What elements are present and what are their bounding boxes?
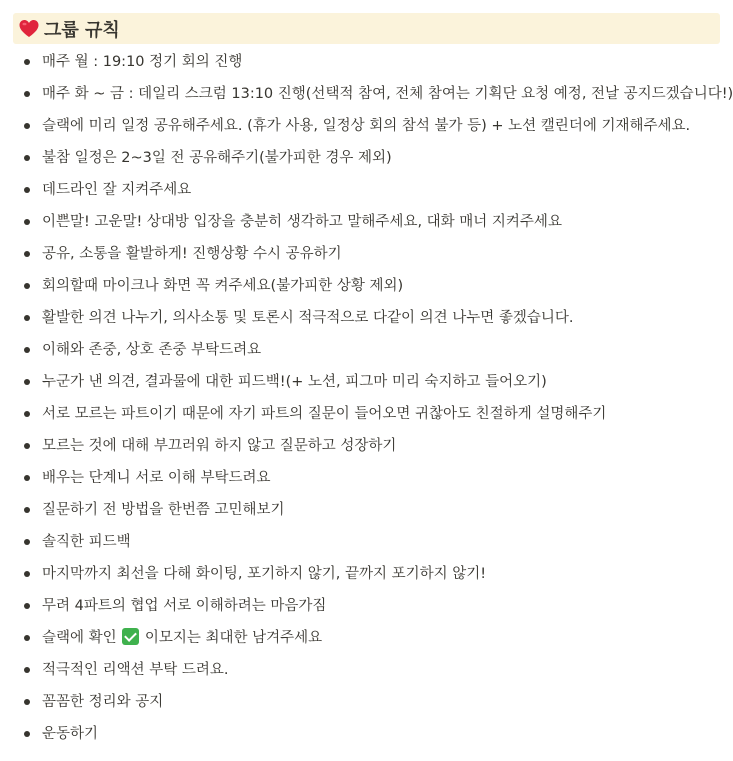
list-item [0, 174, 733, 206]
rule-text: 이해와 존중, 상호 존중 부탁드려요 [42, 342, 262, 358]
bullet [24, 123, 30, 129]
list-item [0, 558, 733, 590]
rule-text: 운동하기 [42, 726, 99, 742]
bullet [24, 379, 30, 385]
bullet [24, 443, 30, 449]
list-item [0, 686, 733, 718]
bullet [24, 155, 30, 161]
rule-text-before: 슬랙에 확인 [42, 630, 117, 646]
list-item [0, 366, 733, 398]
list-item [0, 430, 733, 462]
bullet [24, 411, 30, 417]
bullet [24, 731, 30, 737]
rule-text: 배우는 단계니 서로 이해 부탁드려요 [42, 470, 271, 486]
list-item [0, 398, 733, 430]
rule-text: 회의할때 마이크나 화면 꼭 켜주세요(불가피한 상황 제외) [42, 278, 404, 294]
bullet [24, 507, 30, 513]
rule-text: 공유, 소통을 활발하게! 진행상황 수시 공유하기 [42, 246, 342, 262]
rule-text: 마지막까지 최선을 다해 화이팅, 포기하지 않기, 끝까지 포기하지 않기! [42, 566, 487, 582]
page-title: 그룹 규칙 [44, 19, 120, 41]
bullet [24, 667, 30, 673]
rule-text: 활발한 의견 나누기, 의사소통 및 토론시 적극적으로 다같이 의견 나누면 좋겠습니다. [42, 310, 574, 326]
bullet [24, 91, 30, 97]
bullet [24, 59, 30, 65]
bullet [24, 475, 30, 481]
rule-text: 질문하기 전 방법을 한번쯤 고민해보기 [42, 502, 285, 518]
bullet [24, 347, 30, 353]
rule-text: 꼼꼼한 정리와 공지 [42, 694, 164, 710]
bullet [24, 315, 30, 321]
bullet [24, 699, 30, 705]
list-item [0, 334, 733, 366]
bullet [24, 603, 30, 609]
bullet [24, 187, 30, 193]
list-item [0, 110, 733, 142]
bullet [24, 539, 30, 545]
list-item [0, 494, 733, 526]
rule-text: 서로 모르는 파트이기 때문에 자기 파트의 질문이 들어오면 귀찮아도 친절하게 설명해주기 [42, 406, 607, 422]
list-item [0, 462, 733, 494]
list-item [0, 206, 733, 238]
list-item [0, 142, 733, 174]
check-mark-icon [122, 628, 139, 645]
list-item [0, 78, 733, 110]
heart-icon [19, 19, 39, 39]
list-item [0, 718, 733, 750]
rule-text: 적극적인 리액션 부탁 드려요. [42, 662, 229, 678]
list-item [0, 526, 733, 558]
rule-text: 이쁜말! 고운말! 상대방 입장을 충분히 생각하고 말해주세요, 대화 매너 지켜주세요 [42, 214, 562, 230]
list-item [0, 270, 733, 302]
bullet [24, 251, 30, 257]
rule-text-after: 이모지는 최대한 남겨주세요 [144, 630, 323, 646]
list-item [0, 302, 733, 334]
list-item [0, 622, 733, 654]
bullet [24, 219, 30, 225]
bullet [24, 635, 30, 641]
group-rules-callout [13, 13, 720, 44]
list-item [0, 46, 733, 78]
bullet [24, 283, 30, 289]
rule-text: 데드라인 잘 지켜주세요 [42, 182, 192, 198]
rule-text: 모르는 것에 대해 부끄러워 하지 않고 질문하고 성장하기 [42, 438, 397, 454]
rule-text: 매주 화 ~ 금 : 데일리 스크럼 13:10 진행(선택적 참여, 전체 참여는 기획단 요청 예정, 전날 공지드겠습니다!) [42, 86, 733, 102]
rule-text: 솔직한 피드백 [42, 534, 131, 550]
list-item [0, 238, 733, 270]
rule-text: 누군가 낸 의견, 결과물에 대한 피드백!(+ 노션, 피그마 미리 숙지하고 들어오기) [42, 374, 547, 390]
list-item [0, 590, 733, 622]
rule-text: 매주 월 : 19:10 정기 회의 진행 [42, 54, 243, 70]
rules-list [0, 46, 733, 750]
rule-text: 불참 일정은 2~3일 전 공유해주기(불가피한 경우 제외) [42, 150, 392, 166]
list-item [0, 654, 733, 686]
rule-text: 무려 4파트의 협업 서로 이해하려는 마음가짐 [42, 598, 327, 614]
bullet [24, 571, 30, 577]
rule-text: 슬랙에 미리 일정 공유해주세요. (휴가 사용, 일정상 회의 참석 불가 등) + 노션 캘린더에 기재해주세요. [42, 118, 691, 134]
